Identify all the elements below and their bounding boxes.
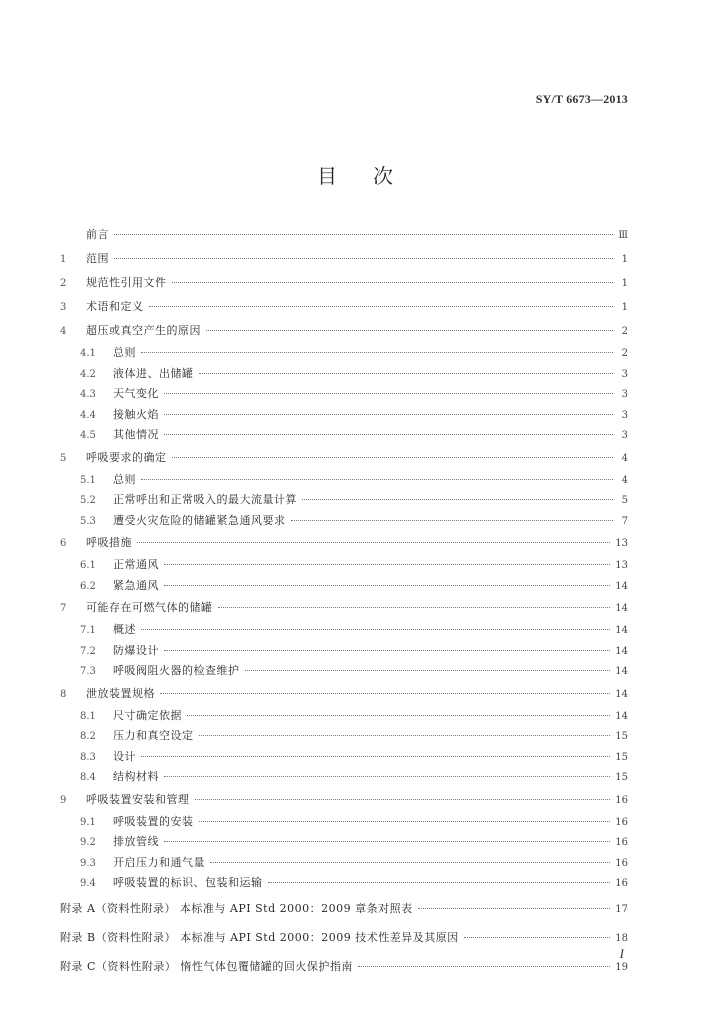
toc-entry[interactable]: [60, 271, 628, 295]
toc-entry-label: 呼吸要求的确定: [86, 450, 167, 464]
toc-dot-leader: [137, 541, 610, 543]
toc-entry-page: 16: [615, 837, 628, 848]
toc-entry-label: 液体进、出储罐: [113, 366, 194, 380]
toc-entry[interactable]: [60, 894, 628, 923]
toc-entry-number: 8.4: [80, 772, 96, 783]
toc-entry[interactable]: [60, 319, 628, 343]
toc-entry-label: 术语和定义: [86, 300, 144, 313]
toc-entry-page: 14: [615, 645, 628, 657]
toc-entry[interactable]: [60, 555, 628, 576]
toc-dot-leader: [114, 257, 613, 259]
toc-entry-page: Ⅲ: [618, 230, 628, 241]
toc-dot-leader: [141, 351, 613, 353]
toc-dot-leader: [206, 329, 613, 331]
toc-entry-page: 18: [615, 932, 628, 944]
toc-entry[interactable]: [60, 620, 628, 641]
toc-dot-leader: [268, 881, 611, 883]
toc-entry-number: 6.2: [80, 580, 96, 592]
toc-entry-label: 压力和真空设定: [113, 729, 194, 742]
toc-entry[interactable]: [60, 812, 628, 833]
toc-entry-page: 2: [621, 348, 628, 359]
toc-entry-number: 4.4: [80, 409, 96, 421]
toc-entry-page: 14: [615, 603, 628, 614]
toc-entry[interactable]: [60, 923, 628, 952]
toc-entry-number: 4.3: [80, 389, 96, 400]
toc-dot-leader: [187, 714, 610, 716]
toc-entry[interactable]: [60, 661, 628, 682]
toc-entry-number: 1: [60, 254, 67, 265]
toc-entry[interactable]: [60, 223, 628, 247]
toc-entry-label: 前言: [86, 228, 109, 241]
toc-entry-label: 呼吸措施: [86, 536, 132, 549]
toc-entry-page: 14: [615, 666, 628, 677]
toc-entry-label: 附录 C（资料性附录） 惰性气体包覆储罐的回火保护指南: [60, 959, 353, 973]
toc-entry-label: 接触火焰: [113, 407, 159, 421]
toc-entry-page: 19: [615, 961, 628, 973]
toc-entry-page: 4: [621, 452, 628, 464]
toc-entry-label: 呼吸阀阻火器的检查维护: [113, 664, 240, 677]
toc-entry-label: 附录 A（资料性附录） 本标准与 API Std 2000：2009 章条对照表: [60, 901, 413, 915]
toc-entry-page: 5: [621, 495, 628, 506]
toc-entry-label: 可能存在可燃气体的储罐: [86, 601, 213, 614]
toc-entry-page: 2: [621, 326, 628, 337]
toc-entry-label: 附录 B（资料性附录） 本标准与 API Std 2000：2009 技术性差异及其原因: [60, 930, 459, 944]
toc-entry[interactable]: [60, 747, 628, 768]
toc-entry-number: 5.2: [80, 495, 96, 506]
toc-entry[interactable]: [60, 788, 628, 812]
toc-entry-label: 遭受火灾危险的储罐紧急通风要求: [113, 513, 286, 527]
toc-entry-number: 9.2: [80, 837, 96, 848]
toc-entry-label: 其他情况: [113, 428, 159, 441]
toc-entry-number: 5: [60, 452, 67, 464]
toc-entry-page: 14: [615, 688, 628, 700]
toc-dot-leader: [199, 734, 611, 736]
toc-entry-label: 概述: [113, 623, 136, 636]
toc-entry-label: 防爆设计: [113, 643, 159, 657]
toc-entry-page: 16: [615, 878, 628, 889]
toc-dot-leader: [302, 498, 613, 500]
toc-entry-page: 14: [615, 710, 628, 722]
toc-entry[interactable]: [60, 425, 628, 446]
toc-entry[interactable]: [60, 576, 628, 597]
toc-dot-leader: [164, 413, 613, 415]
toc-dot-leader: [164, 392, 613, 394]
toc-entry[interactable]: [60, 767, 628, 788]
toc-entry-page: 16: [615, 816, 628, 828]
page-title: 目次: [317, 164, 429, 188]
toc-dot-leader: [245, 669, 611, 671]
toc-dot-leader: [195, 798, 611, 800]
toc-entry[interactable]: [60, 405, 628, 426]
toc-entry[interactable]: [60, 952, 628, 981]
toc-entry-number: 7.2: [80, 645, 96, 657]
toc-entry[interactable]: [60, 295, 628, 319]
toc-entry[interactable]: [60, 832, 628, 853]
toc-entry-page: 1: [621, 302, 628, 313]
toc-entry-label: 超压或真空产生的原因: [86, 324, 201, 337]
toc-entry-page: 16: [615, 857, 628, 869]
toc-entry-page: 15: [615, 731, 628, 742]
toc-entry-label: 呼吸装置安装和管理: [86, 792, 190, 806]
toc-dot-leader: [160, 692, 610, 694]
toc-entry[interactable]: [60, 706, 628, 727]
toc-entry-label: 紧急通风: [113, 578, 159, 592]
toc-dot-leader: [164, 563, 610, 565]
toc-entry[interactable]: [60, 726, 628, 747]
toc-entry-page: 3: [621, 368, 628, 380]
toc-entry-number: 2: [60, 278, 67, 289]
toc-entry-label: 范围: [86, 252, 109, 265]
toc-entry-number: 4.2: [80, 368, 96, 380]
toc-entry-number: 4: [60, 326, 67, 337]
toc-entry-label: 尺寸确定依据: [113, 708, 182, 722]
toc-dot-leader: [141, 755, 610, 757]
toc-dot-leader: [199, 372, 614, 374]
toc-entry-page: 7: [621, 515, 628, 527]
toc-entry-number: 7.3: [80, 666, 96, 677]
toc-dot-leader: [164, 840, 610, 842]
toc-entry-label: 排放管线: [113, 835, 159, 848]
toc-entry-label: 总则: [113, 346, 136, 359]
toc-dot-leader: [114, 233, 613, 235]
toc-entry[interactable]: [60, 384, 628, 405]
toc-entry[interactable]: [60, 511, 628, 532]
toc-entry-number: 5.3: [80, 515, 96, 527]
toc-dot-leader: [464, 936, 611, 938]
toc-dot-leader: [164, 775, 610, 777]
toc-entry-number: 7: [60, 603, 67, 614]
toc-entry-page: 1: [621, 278, 628, 289]
toc-dot-leader: [218, 606, 611, 608]
toc-entry-number: 9.3: [80, 857, 96, 869]
toc-dot-leader: [141, 628, 610, 630]
toc-entry-number: 9.1: [80, 816, 96, 828]
toc-dot-leader: [210, 861, 610, 863]
toc-entry-page: 13: [615, 560, 628, 571]
toc-entry-number: 3: [60, 302, 67, 313]
toc-entry-page: 13: [615, 538, 628, 549]
toc-dot-leader: [149, 305, 614, 307]
toc-dot-leader: [291, 519, 614, 521]
toc-entry-number: 8.3: [80, 751, 96, 763]
toc-entry[interactable]: [60, 247, 628, 271]
toc-entry-label: 呼吸装置的标识、包装和运输: [113, 876, 263, 889]
toc-entry-label: 规范性引用文件: [86, 276, 167, 289]
toc-entry-number: 6.1: [80, 560, 96, 571]
toc-entry-label: 天气变化: [113, 387, 159, 400]
toc-entry[interactable]: [60, 364, 628, 385]
toc-entry[interactable]: [60, 853, 628, 874]
toc-entry-page: 4: [621, 474, 628, 486]
toc-entry[interactable]: [60, 343, 628, 364]
toc-entry-number: 9.4: [80, 878, 96, 889]
toc-dot-leader: [172, 456, 614, 458]
table-of-contents: [60, 223, 628, 981]
toc-entry[interactable]: [60, 490, 628, 511]
toc-dot-leader: [172, 281, 614, 283]
toc-entry-label: 设计: [113, 749, 136, 763]
toc-entry-number: 9: [60, 794, 67, 806]
toc-entry-page: 17: [615, 903, 628, 915]
toc-dot-leader: [418, 907, 611, 909]
toc-entry-label: 泄放装置规格: [86, 686, 155, 700]
toc-dot-leader: [141, 478, 613, 480]
toc-entry-page: 15: [615, 751, 628, 763]
toc-entry-number: 8.1: [80, 710, 96, 722]
toc-entry-page: 1: [621, 254, 628, 265]
toc-entry-page: 16: [615, 794, 628, 806]
toc-entry-number: 5.1: [80, 474, 96, 486]
toc-entry-label: 呼吸装置的安装: [113, 814, 194, 828]
toc-entry[interactable]: [60, 596, 628, 620]
standard-number: SY/T 6673—2013: [535, 92, 628, 106]
toc-entry[interactable]: [60, 446, 628, 470]
toc-entry[interactable]: [60, 682, 628, 706]
toc-dot-leader: [164, 649, 610, 651]
toc-entry-label: 正常呼出和正常吸入的最大流量计算: [113, 493, 297, 506]
toc-entry-page: 14: [615, 625, 628, 636]
toc-entry-number: 4.5: [80, 430, 96, 441]
toc-entry[interactable]: [60, 531, 628, 555]
toc-entry-label: 结构材料: [113, 770, 159, 783]
toc-entry[interactable]: [60, 873, 628, 894]
toc-dot-leader: [199, 820, 611, 822]
toc-entry-page: 3: [621, 430, 628, 441]
toc-entry-page: 3: [621, 389, 628, 400]
toc-entry-number: 4.1: [80, 348, 96, 359]
toc-entry-number: 8.2: [80, 731, 96, 742]
toc-entry-label: 开启压力和通气量: [113, 855, 205, 869]
toc-entry[interactable]: [60, 470, 628, 491]
toc-entry-label: 总则: [113, 472, 136, 486]
toc-entry-number: 8: [60, 688, 67, 700]
toc-entry-page: 3: [621, 409, 628, 421]
toc-entry-label: 正常通风: [113, 558, 159, 571]
toc-entry-page: 14: [615, 580, 628, 592]
toc-entry[interactable]: [60, 641, 628, 662]
toc-entry-number: 6: [60, 538, 67, 549]
toc-dot-leader: [164, 584, 610, 586]
toc-dot-leader: [164, 433, 613, 435]
toc-dot-leader: [358, 965, 610, 967]
toc-entry-page: 15: [615, 772, 628, 783]
toc-entry-number: 7.1: [80, 625, 96, 636]
page-folio: I: [619, 946, 624, 961]
